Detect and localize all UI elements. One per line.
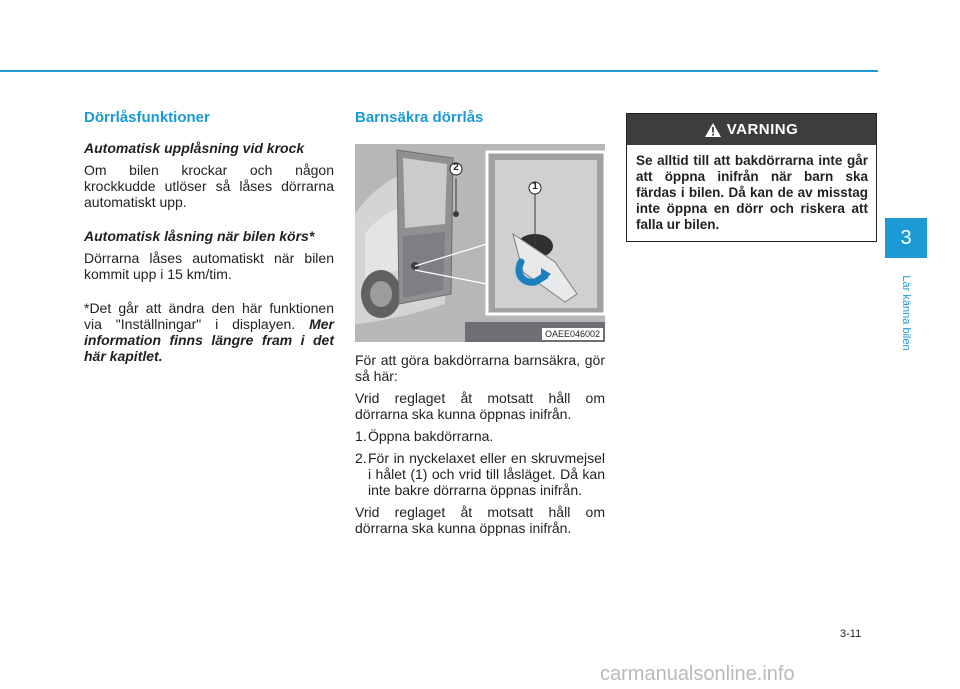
chapter-tab: 3: [885, 218, 927, 258]
callout-label-1: 1: [532, 181, 538, 192]
paragraph-auto-lock: Dörrarna låses automatiskt när bilen kommit upp i 15 km/tim.: [84, 250, 334, 282]
subheading-auto-unlock: Automatisk upplåsning vid krock: [84, 140, 305, 156]
callout-label-2: 2: [453, 162, 459, 173]
warning-triangle-icon: [705, 123, 721, 137]
chapter-label: Lär känna bilen: [900, 275, 912, 351]
child-lock-illustration: [355, 144, 605, 342]
figure-code: OAEE046002: [542, 328, 603, 340]
warning-header: [627, 114, 876, 145]
paragraph-settings-note: [84, 300, 334, 364]
warning-box: [626, 113, 877, 242]
list-item: [355, 428, 605, 444]
list-text: För in nyckelaxet eller en skruvmejsel i hålet (1) och vrid till låsläget. Då kan inte bakre dörrarna öppnas inifrån.: [368, 450, 605, 498]
column-warning: [626, 113, 877, 242]
subheading-auto-lock: Automatisk låsning när bilen körs*: [84, 228, 315, 244]
settings-note-reference: Mer information finns längre fram i det här kapitlet.: [84, 316, 334, 364]
column-door-lock-functions: [84, 107, 334, 382]
top-rule: [0, 70, 878, 72]
section-heading-door-lock: Dörrlåsfunktioner: [84, 109, 210, 126]
paragraph-reverse-instruction: Vrid reglaget åt motsatt håll om dörrarna ska kunna öppnas inifrån.: [355, 390, 605, 422]
warning-text: Se alltid till att bakdörrarna inte går att öppna inifrån när barn ska färdas i bilen. Då kan de av misstag inte öppna en dörr och riskera att falla ur bilen.: [636, 153, 868, 232]
list-number: 1.: [355, 428, 367, 444]
paragraph-reverse-instruction-repeat: Vrid reglaget åt motsatt håll om dörrarna ska kunna öppnas inifrån.: [355, 504, 605, 536]
child-lock-drawing: [355, 144, 605, 342]
settings-note-text: *Det går att ändra den här funktionen via "Inställningar" i displayen.: [84, 300, 334, 332]
list-number: 2.: [355, 450, 367, 466]
column-child-safety-locks: [355, 107, 605, 542]
watermark: carmanualsonline.info: [600, 663, 795, 685]
paragraph-child-lock-intro: För att göra bakdörrarna barnsäkra, gör så här:: [355, 352, 605, 384]
paragraph-auto-unlock: Om bilen krockar och någon krockkudde utlöser så låses dörrarna automatiskt upp.: [84, 162, 334, 210]
section-heading-child-locks: Barnsäkra dörrlås: [355, 109, 484, 126]
list-item: [355, 450, 605, 498]
page-number: 3-11: [840, 628, 862, 640]
warning-title: VARNING: [726, 121, 799, 138]
list-text: Öppna bakdörrarna.: [368, 428, 494, 444]
